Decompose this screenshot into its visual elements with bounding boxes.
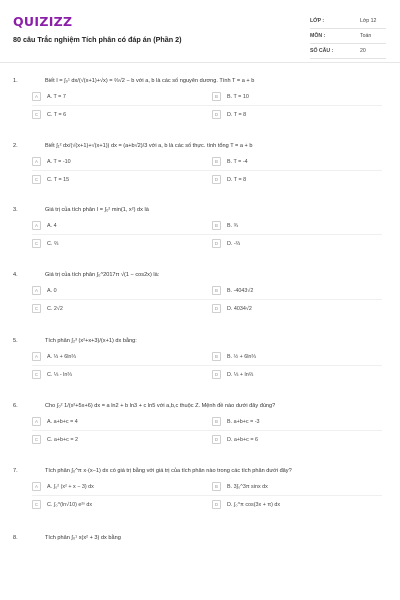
question-text: Tích phân ∫₀^π x·(x−1) dx có giá trị bằng với giá trị của tích phân nào trong các tích phân dưới đây? (45, 468, 292, 474)
question-text: Biết I = ∫₀¹ dx/(√(x+1)+√x) = ⅔√2 − b với a, b là các số nguyên dương. Tính T = a + b (45, 78, 255, 84)
answer-options (32, 88, 382, 123)
option-label: A. 0 (47, 287, 57, 294)
answer-option-b[interactable] (202, 286, 382, 295)
option-letter-box: A (32, 352, 41, 361)
option-letter-box: D (212, 175, 221, 184)
option-letter-box: B (212, 286, 221, 295)
option-letter-box: C (32, 435, 41, 444)
option-letter-box: C (32, 175, 41, 184)
page-title: 80 câu Trắc nghiệm Tích phân có đáp án (Phần 2) (13, 35, 182, 44)
answer-option-d[interactable] (202, 239, 382, 248)
answer-row (32, 171, 382, 188)
option-letter-box: B (212, 352, 221, 361)
meta-row-count (310, 44, 386, 59)
option-letter-box: D (212, 370, 221, 379)
question-number: 5. (13, 338, 18, 344)
question-stem (0, 268, 400, 282)
answer-option-d[interactable] (202, 110, 382, 119)
question-number: 2. (13, 143, 18, 149)
meta-label: MÔN : (310, 33, 326, 39)
answer-option-d[interactable] (202, 500, 382, 509)
option-label: B. -4043√2 (227, 287, 254, 294)
question-number: 6. (13, 403, 18, 409)
option-letter-box: C (32, 304, 41, 313)
option-letter-box: A (32, 92, 41, 101)
option-letter-box: B (212, 417, 221, 426)
answer-option-a[interactable] (32, 157, 202, 166)
question-stem (0, 139, 400, 153)
option-letter-box: B (212, 157, 221, 166)
answer-row (32, 300, 382, 317)
option-letter-box: A (32, 286, 41, 295)
answer-option-b[interactable] (202, 221, 382, 230)
option-letter-box: A (32, 482, 41, 491)
option-label: B. T = -4 (227, 158, 248, 165)
question-stem (0, 334, 400, 348)
option-letter-box: D (212, 239, 221, 248)
question-text: Giá trị của tích phân ∫₀^2017π √(1 − cos2x) là: (45, 272, 160, 278)
option-letter-box: A (32, 157, 41, 166)
question-item (0, 203, 400, 252)
option-letter-box: B (212, 92, 221, 101)
question-text: Tích phân ∫₂³ (x²+x+3)/(x+1) dx bằng: (45, 338, 137, 344)
question-item (0, 334, 400, 383)
option-label: C. ∫₀^(ln√10) e²ˣ dx (47, 501, 93, 508)
question-number: 4. (13, 272, 18, 278)
answer-option-c[interactable] (32, 239, 202, 248)
answer-option-d[interactable] (202, 304, 382, 313)
option-letter-box: A (32, 221, 41, 230)
answer-option-b[interactable] (202, 352, 382, 361)
answer-option-a[interactable] (32, 286, 202, 295)
option-letter-box: A (32, 417, 41, 426)
option-label: A. 4 (47, 222, 57, 229)
option-letter-box: D (212, 435, 221, 444)
option-label: B. a+b+c = -3 (227, 418, 260, 425)
option-label: D. T = 8 (227, 111, 247, 118)
meta-value: Toán (360, 33, 372, 39)
option-letter-box: C (32, 110, 41, 119)
question-item (0, 139, 400, 188)
answer-option-b[interactable] (202, 417, 382, 426)
question-item (0, 268, 400, 317)
answer-option-d[interactable] (202, 435, 382, 444)
option-letter-box: D (212, 110, 221, 119)
option-label: A. ⅓ + 6ln⅔ (47, 353, 76, 360)
meta-label: LỚP : (310, 18, 325, 24)
answer-row (32, 366, 382, 383)
question-number: 7. (13, 468, 18, 474)
answer-option-b[interactable] (202, 482, 382, 491)
option-label: D. ⅓ + ln⅔ (227, 371, 254, 378)
question-item (0, 464, 400, 513)
answer-option-c[interactable] (32, 500, 202, 509)
answer-row (32, 235, 382, 252)
option-label: A. a+b+c = 4 (47, 418, 78, 425)
question-text: Cho ∫₀² 1/(x²+5x+6) dx = a ln2 + b ln3 + c ln5 với a,b,c thuộc Z. Mệnh đề nào dưới đây đúng? (45, 403, 276, 409)
answer-option-a[interactable] (32, 221, 202, 230)
question-text: Biết ∫₁² dx/(√(x+1)+√(x+1)) dx = (a+b√2)/3 với a, b là các số thực. tính tổng T = a + b (45, 143, 253, 149)
question-stem (0, 203, 400, 217)
question-stem (0, 531, 400, 545)
option-label: A. T = 7 (47, 93, 66, 100)
option-letter-box: D (212, 304, 221, 313)
answer-option-c[interactable] (32, 370, 202, 379)
option-letter-box: C (32, 500, 41, 509)
question-list (0, 74, 400, 545)
option-label: C. T = 6 (47, 111, 67, 118)
option-label: D. a+b+c = 6 (227, 436, 259, 443)
answer-options (32, 478, 382, 513)
question-stem (0, 399, 400, 413)
option-label: D. 4034√2 (227, 305, 252, 312)
question-number: 1. (13, 78, 18, 84)
answer-row (32, 496, 382, 513)
option-label: C. a+b+c = 2 (47, 436, 79, 443)
answer-options (32, 413, 382, 448)
option-label: C. ⅔ (47, 240, 59, 247)
question-item (0, 531, 400, 545)
answer-row (32, 106, 382, 123)
option-letter-box: B (212, 221, 221, 230)
answer-row (32, 431, 382, 448)
answer-row (32, 282, 382, 299)
option-label: B. T = 10 (227, 93, 249, 100)
answer-option-a[interactable] (32, 92, 202, 101)
answer-options (32, 282, 382, 317)
option-label: C. T = 15 (47, 176, 70, 183)
question-number: 3. (13, 207, 18, 213)
question-text: Tích phân ∫₀¹ x(x² + 3) dx bằng (45, 535, 121, 541)
option-label: C. 2√2 (47, 305, 63, 312)
answer-row (32, 348, 382, 365)
meta-table (310, 14, 386, 59)
answer-options (32, 153, 382, 188)
option-label: B. ½ + 6ln⅔ (227, 353, 256, 360)
option-label: B. 3∫₀^3π sinx dx (227, 483, 268, 490)
option-letter-box: C (32, 239, 41, 248)
question-stem (0, 74, 400, 88)
answer-options (32, 348, 382, 383)
meta-row-class (310, 14, 386, 29)
question-text: Giá trị của tích phân I = ∫₀² min(1, x²) dx là (45, 207, 149, 213)
question-item (0, 74, 400, 123)
option-label: D. -⅔ (227, 240, 241, 247)
answer-option-c[interactable] (32, 110, 202, 119)
answer-option-d[interactable] (202, 175, 382, 184)
option-label: A. ∫₀² (x² + x − 3) dx (47, 483, 94, 490)
quizizz-logo: QUIZIZZ (13, 14, 73, 29)
header (0, 0, 400, 63)
option-letter-box: B (212, 482, 221, 491)
option-label: A. T = -10 (47, 158, 71, 165)
answer-options (32, 217, 382, 252)
answer-option-a[interactable] (32, 482, 202, 491)
option-label: C. ⅓ - ln⅔ (47, 371, 72, 378)
answer-row (32, 413, 382, 430)
answer-option-a[interactable] (32, 417, 202, 426)
meta-value: 20 (360, 48, 366, 54)
option-label: D. T = 8 (227, 176, 247, 183)
option-letter-box: D (212, 500, 221, 509)
meta-value: Lớp 12 (360, 18, 377, 24)
answer-row (32, 478, 382, 495)
meta-label: SỐ CÂU : (310, 48, 334, 54)
answer-row (32, 153, 382, 170)
question-stem (0, 464, 400, 478)
answer-option-a[interactable] (32, 352, 202, 361)
answer-option-c[interactable] (32, 304, 202, 313)
answer-row (32, 88, 382, 105)
answer-option-d[interactable] (202, 370, 382, 379)
answer-option-b[interactable] (202, 92, 382, 101)
answer-option-c[interactable] (32, 435, 202, 444)
option-letter-box: C (32, 370, 41, 379)
option-label: D. ∫₀^π cos(3x + π) dx (227, 501, 281, 508)
answer-row (32, 217, 382, 234)
question-number: 8. (13, 535, 18, 541)
answer-option-b[interactable] (202, 157, 382, 166)
option-label: B. ¾ (227, 222, 239, 229)
meta-row-subject (310, 29, 386, 44)
answer-option-c[interactable] (32, 175, 202, 184)
question-item (0, 399, 400, 448)
